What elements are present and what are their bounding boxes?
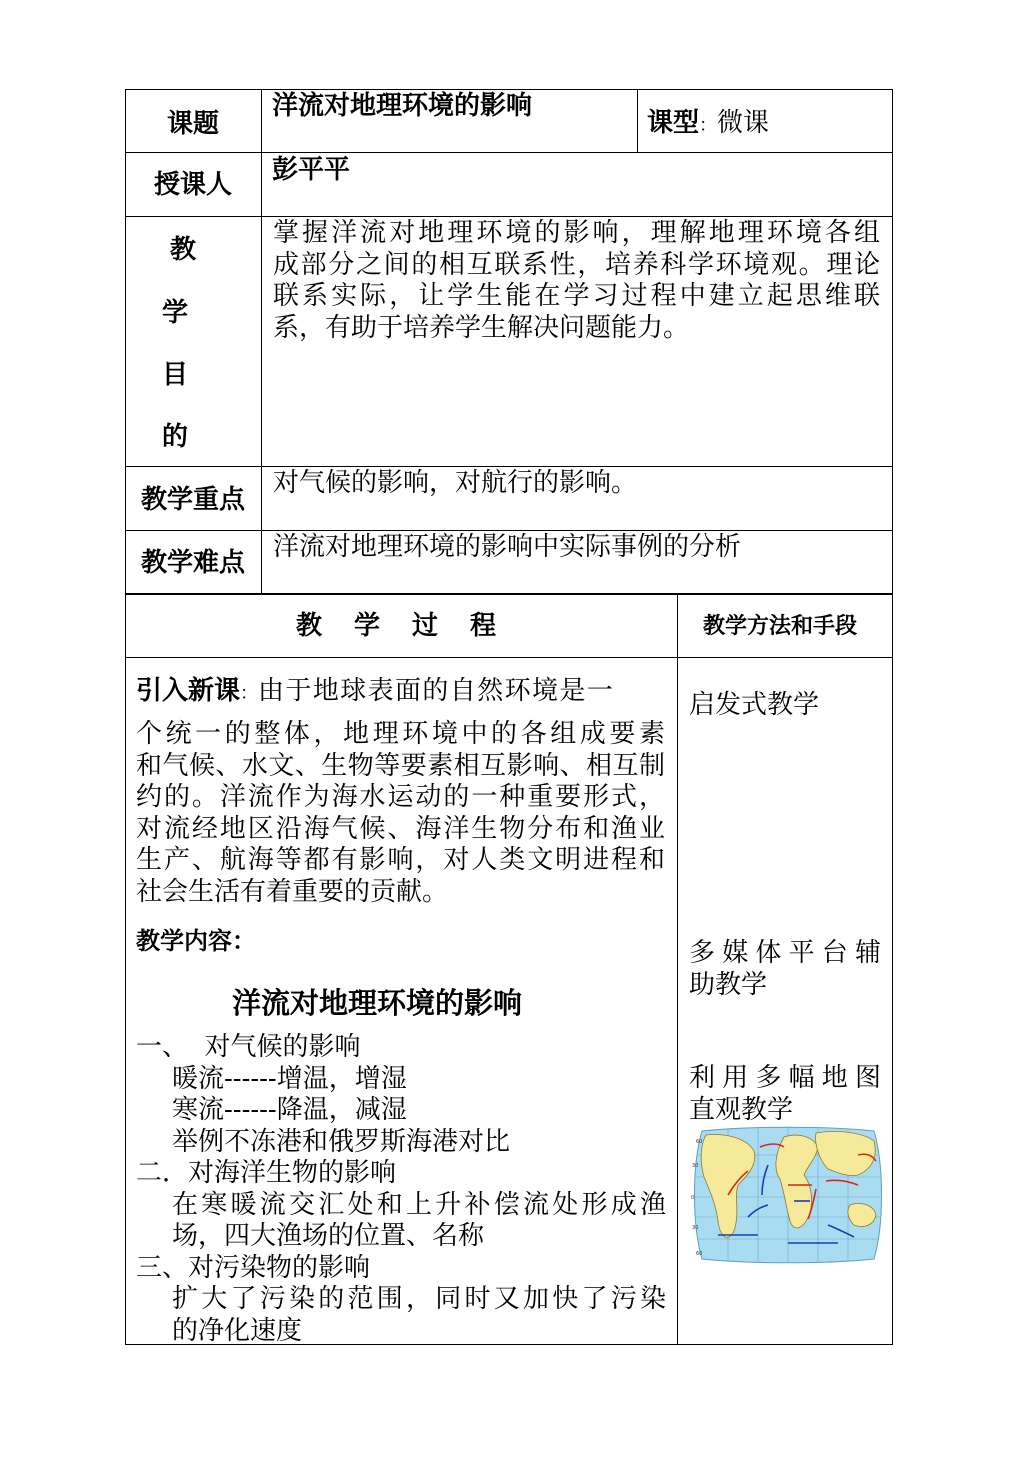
latitude-label: 60	[696, 1251, 703, 1257]
objective-label-char: 学	[161, 298, 188, 328]
latitude-label: 0	[691, 1195, 695, 1201]
objective-label-char: 的	[161, 422, 188, 452]
method-line: 直观教学	[689, 1094, 794, 1125]
content-heading: 二．对海洋生物的影响	[136, 1158, 397, 1188]
row-divider	[125, 152, 893, 153]
lesson-type-label: 课型	[647, 108, 700, 138]
process-header-char: 学	[354, 611, 381, 641]
ocean-currents-map	[688, 1125, 886, 1265]
content-line: 扩大了污染的范围，同时又加快了污染	[172, 1284, 666, 1314]
process-header-char: 程	[470, 611, 497, 641]
lesson-type	[647, 105, 769, 144]
content-line: 举例不冻港和俄罗斯海港对比	[172, 1126, 511, 1157]
topic-label: 课题	[166, 109, 219, 139]
intro-line: 社会生活有着重要的贡献。	[136, 876, 449, 907]
content-line: 场，四大渔场的位置、名称	[172, 1221, 485, 1251]
objective-line: 联系实际，让学生能在学习过程中建立起思维联	[273, 281, 880, 311]
difficult-point-label: 教学难点	[140, 548, 245, 578]
intro-colon: ：	[240, 683, 259, 704]
content-heading: 三、对污染物的影响	[136, 1252, 371, 1283]
row-divider	[125, 216, 893, 217]
content-line: 暖流------增温，增湿	[172, 1063, 407, 1094]
content-heading: 一、 对气候的影响	[136, 1032, 361, 1062]
intro-line: 对流经地区沿海气候、海洋生物分布和渔业	[136, 813, 665, 844]
content-line: 在寒暖流交汇处和上升补偿流处形成渔	[172, 1189, 666, 1220]
intro-line: 由于地球表面的自然环境是一	[258, 676, 615, 706]
intro-label: 引入新课	[136, 676, 241, 706]
column-divider	[261, 89, 262, 594]
teacher-label: 授课人	[153, 170, 232, 200]
content-title: 洋流对地理环境的影响	[232, 986, 523, 1020]
column-divider	[637, 89, 638, 152]
intro-line: 和气候、水文、生物等要素相互影响、相互制	[136, 750, 665, 781]
content-line: 寒流------降温，减湿	[172, 1095, 407, 1125]
intro-first-line	[136, 674, 614, 711]
objective-line: 系，有助于培养学生解决问题能力。	[273, 312, 690, 343]
objective-line: 成部分之间的相互联系性，培养科学环境观。理论	[273, 249, 880, 280]
method-maps	[689, 1063, 881, 1126]
column-divider	[677, 594, 678, 1345]
content-line: 的净化速度	[172, 1315, 303, 1346]
teacher-value: 彭平平	[272, 155, 351, 185]
method-multimedia	[689, 938, 881, 1001]
difficult-point-value: 洋流对地理环境的影响中实际事例的分析	[273, 532, 742, 562]
objective-label-char: 教	[169, 235, 196, 265]
process-header	[296, 608, 496, 644]
method-line: 助教学	[689, 969, 768, 1000]
method-line: 多媒体平台辅	[689, 938, 881, 968]
latitude-label: 30	[692, 1163, 699, 1169]
key-point-value: 对气候的影响，对航行的影响。	[273, 468, 638, 498]
key-point-label: 教学重点	[140, 485, 245, 515]
content-label: 教学内容：	[136, 927, 256, 955]
lesson-type-colon: ：	[699, 115, 718, 136]
method-line: 利用多幅地图	[689, 1063, 881, 1093]
process-header-char: 过	[412, 611, 439, 641]
latitude-label: 60	[696, 1139, 703, 1145]
content-list	[136, 1032, 666, 1347]
intro-line: 约的。洋流作为海水运动的一种重要形式，	[136, 782, 665, 812]
latitude-label: 30	[692, 1225, 699, 1231]
intro-text	[136, 719, 665, 908]
row-divider	[125, 657, 893, 658]
objective-line: 掌握洋流对地理环境的影响，理解地理环境各组	[273, 218, 880, 248]
intro-line: 个统一的整体，地理环境中的各组成要素	[136, 719, 665, 749]
intro-line: 生产、航海等都有影响，对人类文明进程和	[136, 845, 665, 875]
objective-text	[273, 218, 880, 344]
topic-value: 洋流对地理环境的影响	[272, 91, 533, 121]
process-header-char: 教	[296, 611, 323, 641]
method-heuristic: 启发式教学	[689, 690, 820, 720]
lesson-type-value: 微课	[717, 108, 770, 138]
method-header: 教学方法和手段	[703, 614, 858, 639]
objective-label-char: 目	[161, 360, 188, 390]
